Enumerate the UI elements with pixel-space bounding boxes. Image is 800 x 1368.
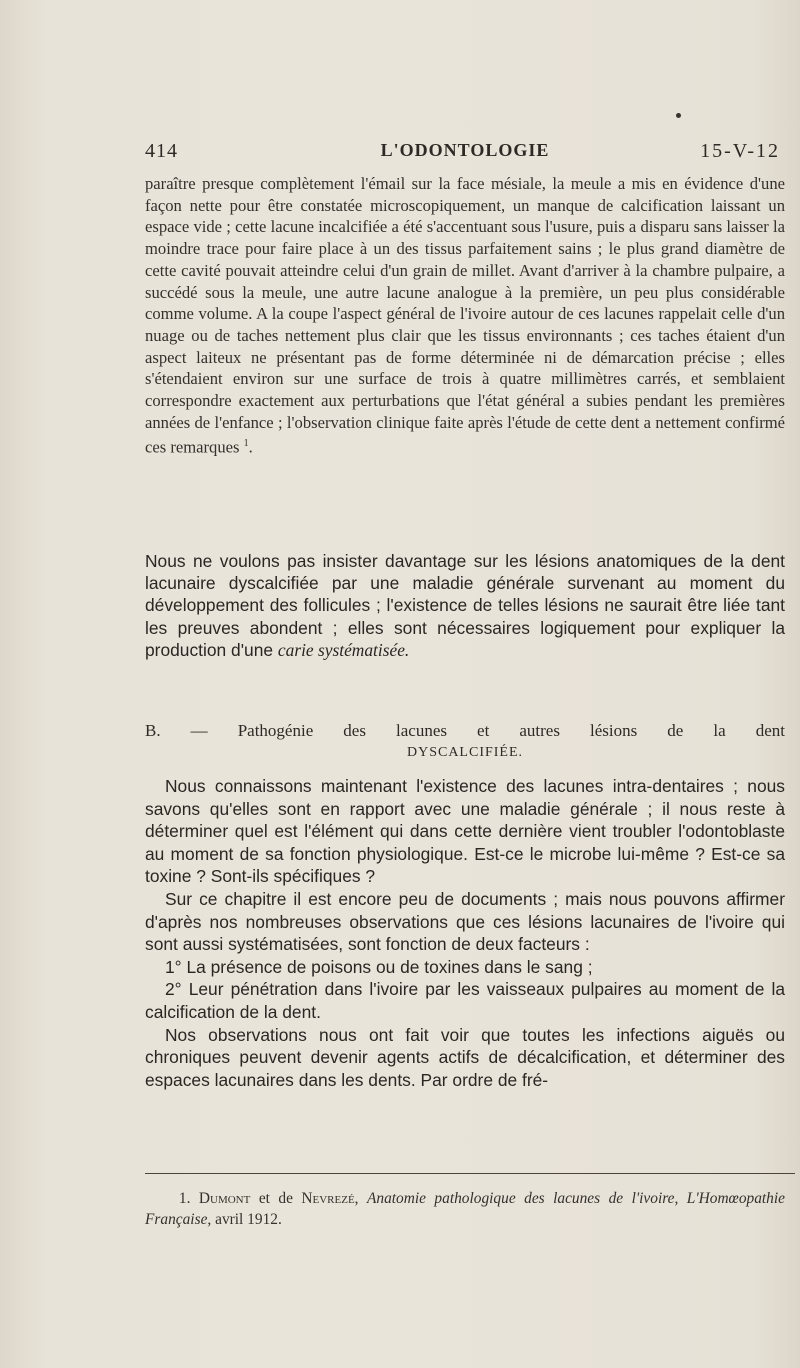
footnote-rule — [145, 1173, 795, 1174]
paragraph-text: paraître presque complètement l'émail sur la face mésiale, la meule a mis en évidence d'une façon nette pour être constatée microscopiquement, un manque de calcification laissant un espace vide ; cette lacune incalcifiée a été s'accentuant sous l'usure, puis a disparu sans laisser la moindre trace pour faire place à un des tissus parfaitement sains ; le plus grand diamètre de cette cavité pouvait atteindre celui d'un grain de millet. Avant d'arriver à la chambre pulpaire, a succédé sous la meule, une autre lacune analogue à la première, un peu plus considérable comme volume. A la coupe l'aspect général de l'ivoire autour de ces lacunes rappelait celle d'un nuage ou de taches nettement plus clair que les tissus environnants ; ces taches étaient d'un aspect laiteux ne présentant pas de forme déterminée ni de démarcation précise ; elles s'étendaient environ sur une surface de trois à quatre millimètres carrés, et semblaient correspondre exactement aux perturbations que l'état général a subies pendant les premières années de l'enfance ; l'observation clinique faite après l'étude de cette dent a nettement confirmé ces remarques — [145, 174, 785, 457]
page-number: 414 — [145, 140, 178, 162]
footnote-number: 1. — [178, 1190, 191, 1207]
footnote-author: Nevrezé, — [301, 1190, 359, 1207]
footnote — [145, 1188, 785, 1230]
paragraph-continued: paraître presque complètement l'émail sur la face mésiale, la meule a mis en évidence d'une façon nette pour être constatée microscopiquement, un manque de calcification laissant un espace vide ; cette lacune incalcifiée a été s'accentuant sous l'usure, puis a disparu sans laisser la moindre trace pour faire place à un des tissus parfaitement sains ; le plus grand diamètre de cette cavité pouvait atteindre celui d'un grain de millet. Avant d'arriver à la chambre pulpaire, a succédé sous la meule, une autre lacune analogue à la première, un peu plus considérable comme volume. A la coupe l'aspect général de l'ivoire autour de ces lacunes rappelait celle d'un nuage ou de taches nettement plus clair que les tissus environnants ; ces taches étaient d'un aspect laiteux ne présentant pas de forme déterminée ni de démarcation précise ; elles s'étendaient environ sur une surface de trois à quatre millimètres carrés, et semblaient correspondre exactement aux perturbations que l'état général a subies pendant les premières années de l'enfance ; l'observation clinique faite après l'étude de cette dent a nettement confirmé ces remarques $^1$. — [145, 174, 785, 457]
italic-term: carie systématisée. — [277, 639, 410, 660]
paragraph-lesions — [145, 550, 785, 661]
list-item: 1° La présence de poisons ou de toxines dans le sang ; — [165, 956, 593, 977]
list-item: 2° Leur pénétration dans l'ivoire par les vaisseaux pulpaires au moment de la calcification de la dent. — [145, 979, 785, 1022]
footnote-conj: et de — [258, 1190, 293, 1207]
section-body — [145, 775, 785, 1091]
paragraph-text: Nous ne voulons pas insister davantage sur les lésions anatomiques de la dent lacunaire dyscalcifiée par une maladie générale survenant au moment du développement des follicules ; l'existence de telles lésions ne saurait être liée tant les preuves abondent ; elles sont nécessaires logiquement pour expliquer la production d'une — [145, 551, 785, 660]
journal-title: L'ODONTOLOGIE — [380, 140, 550, 160]
footnote-author: Dumont — [198, 1190, 251, 1207]
paragraph: Nos observations nous ont fait voir que toutes les infections aiguës ou chroniques peuvent devenir agents actifs de décalcification, et déterminer des espaces lacunaires dans les dents. Par ordre de fré- — [145, 1024, 785, 1090]
running-header — [145, 140, 785, 170]
footnote-ref: 1 — [243, 438, 249, 450]
footnote-date: avril 1912. — [215, 1211, 282, 1228]
section-heading-continued: DYSCALCIFIÉE. — [406, 745, 524, 760]
paragraph: Nous connaissons maintenant l'existence des lacunes intra-dentaires ; nous savons qu'elles sont en rapport avec une maladie générale ; il nous reste à déterminer quel est l'élément qui dans cette dernière vient troubler l'odontoblaste au moment de sa fonction physiologique. Est-ce le microbe lui-même ? Est-ce sa toxine ? Sont-ils spécifiques ? — [145, 776, 785, 887]
section-heading: B. — Pathogénie des lacunes et autres lésions de la dent — [145, 721, 785, 740]
issue-date: 15-V-12 — [700, 140, 780, 162]
footnote-title: Anatomie pathologique des lacunes de l'ivoire, L'Homœopathie Française, — [145, 1190, 785, 1228]
paragraph: Sur ce chapitre il est encore peu de documents ; mais nous pouvons affirmer d'après nos nombreuses observations que ces lésions lacunaires de l'ivoire qui sont aussi systématisées, sont fonction de deux facteurs : — [145, 888, 785, 955]
ink-speck — [676, 113, 681, 118]
